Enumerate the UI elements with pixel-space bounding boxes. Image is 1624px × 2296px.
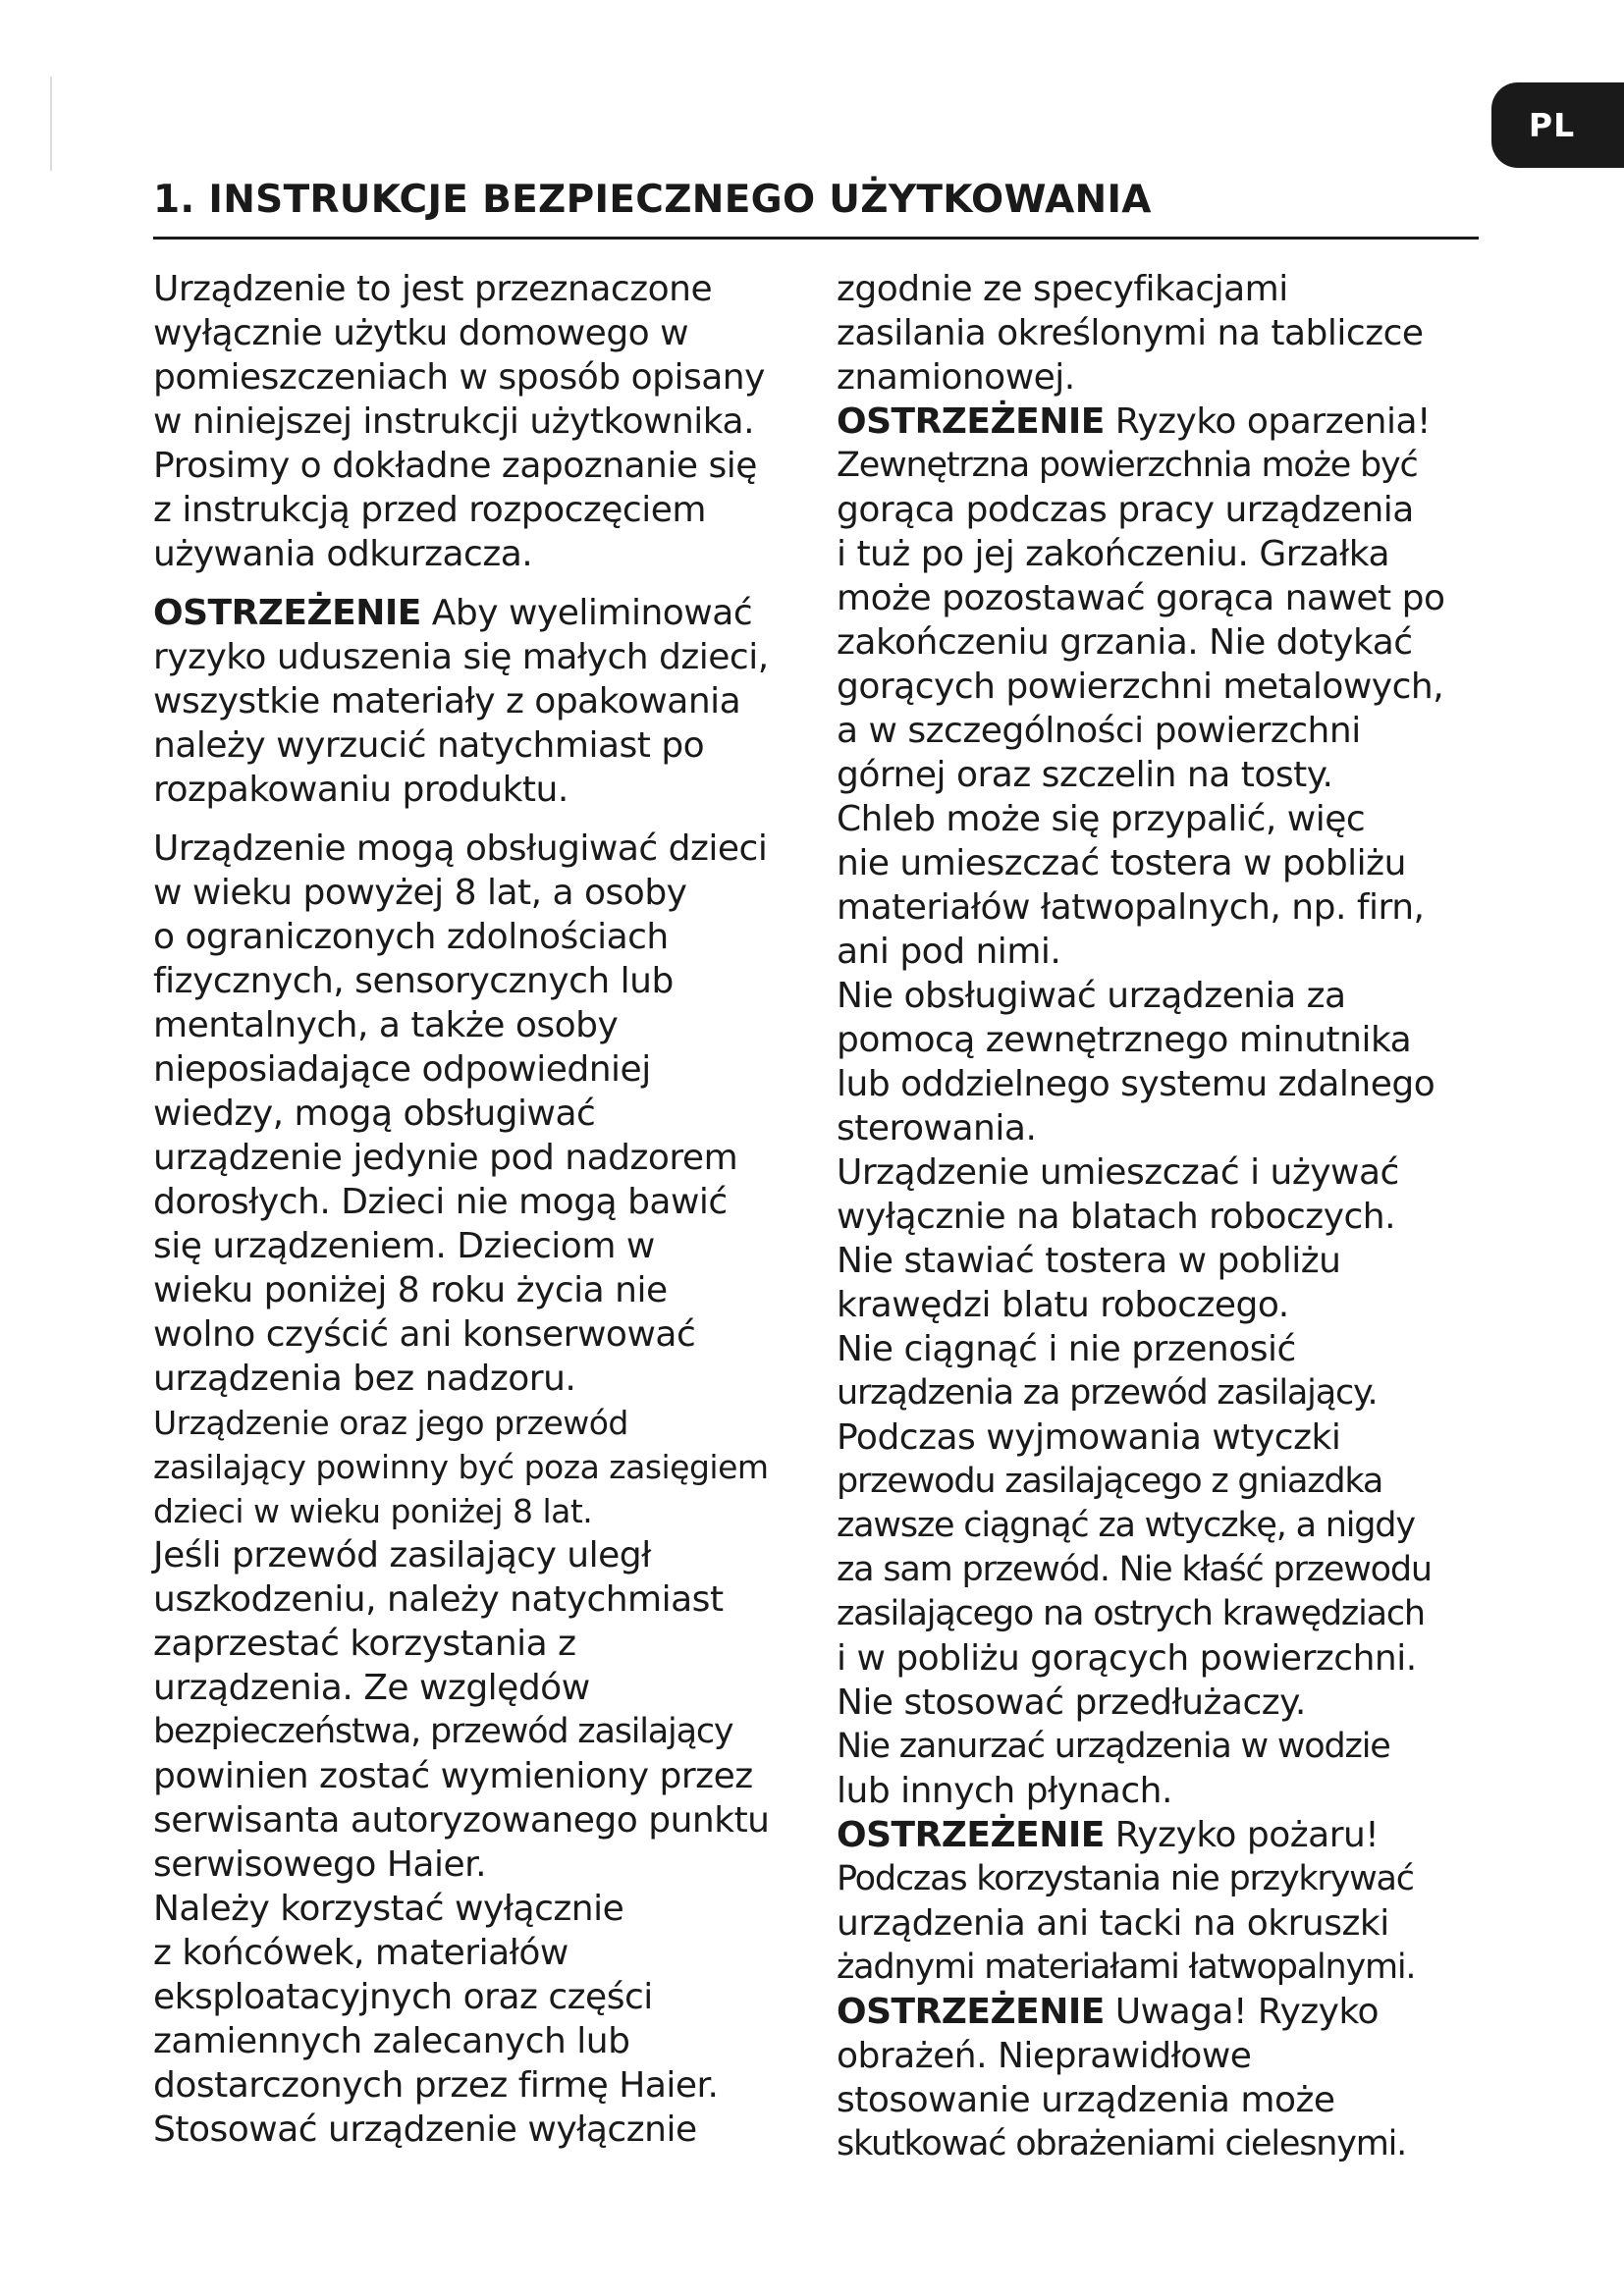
- text-line: gorąca podczas pracy urządzenia: [837, 490, 1414, 530]
- text-line: a w szczególności powierzchni: [837, 711, 1361, 751]
- text-line: Nie stosować przedłużaczy.: [837, 1682, 1306, 1723]
- text-line: serwisanta autoryzowanego punktu: [153, 1800, 770, 1841]
- text-line: pomieszczeniach w sposób opisany: [153, 357, 765, 398]
- text-line: Stosować urządzenie wyłącznie: [153, 2109, 697, 2150]
- text-line: znamionowej.: [837, 357, 1075, 398]
- margin-rule: [50, 77, 52, 171]
- text-line: powinien zostać wymieniony przez: [153, 1756, 753, 1796]
- text-line: nie umieszczać tostera w pobliżu: [837, 843, 1406, 883]
- text-line: skutkować obrażeniami cielesnymi.: [837, 2124, 1407, 2163]
- text-line: Nie stawiać tostera w pobliżu: [837, 1241, 1341, 1281]
- paragraph-children-usage: [153, 827, 813, 1401]
- warning-text: Aby wyeliminować: [420, 593, 753, 633]
- text-line: bezpieczeństwa, przewód zasilający: [153, 1712, 733, 1751]
- text-line: z instrukcją przed rozpoczęciem: [153, 490, 706, 530]
- text-line: zaprzestać korzystania z: [153, 1624, 576, 1664]
- language-badge: PL: [1491, 82, 1624, 168]
- text-line: może pozostawać gorąca nawet po: [837, 578, 1445, 618]
- text-line: zasilającego na ostrych krawędziach: [837, 1594, 1425, 1633]
- text-line: mentalnych, a także osoby: [153, 1005, 619, 1045]
- text-line: materiałów łatwopalnych, np. firn,: [837, 887, 1425, 928]
- text-line: Nie ciągnąć i nie przenosić: [837, 1329, 1296, 1369]
- text-line: Urządzenie oraz jego przewód: [153, 1404, 628, 1442]
- paragraph-burn-warning: [837, 400, 1485, 1813]
- text-line: krawędzi blatu roboczego.: [837, 1285, 1289, 1325]
- text-line: wszystkie materiały z opakowania: [153, 681, 741, 721]
- text-line: dorosłych. Dzieci nie mogą bawić: [153, 1182, 728, 1222]
- text-line: gorących powierzchni metalowych,: [837, 667, 1444, 707]
- section-title: 1. INSTRUKCJE BEZPIECZNEGO UŻYTKOWANIA: [153, 178, 1152, 222]
- paragraph-intended-use: [153, 267, 813, 576]
- paragraph-injury-warning: [837, 1990, 1485, 2166]
- text-line: żadnymi materiałami łatwopalnymi.: [837, 1948, 1416, 1987]
- text-line: zawsze ciągnąć za wtyczkę, a nigdy: [837, 1506, 1415, 1545]
- warning-label: OSTRZEŻENIE: [837, 1815, 1105, 1855]
- text-line: należy wyrzucić natychmiast po: [153, 725, 705, 766]
- right-column: [837, 267, 1485, 2166]
- text-line: Jeśli przewód zasilający uległ: [153, 1535, 651, 1575]
- paragraph-damaged-cord: [153, 1533, 813, 2152]
- text-line: Podczas wyjmowania wtyczki: [837, 1417, 1341, 1458]
- paragraph-fire-warning: [837, 1813, 1485, 1990]
- title-underline: [153, 237, 1479, 240]
- text-line: fizycznych, sensorycznych lub: [153, 961, 674, 1001]
- text-line: urządzenia ani tacki na okruszki: [837, 1903, 1389, 1944]
- text-line: lub oddzielnego systemu zdalnego: [837, 1064, 1435, 1104]
- text-line: pomocą zewnętrznego minutnika: [837, 1020, 1412, 1060]
- text-line: nieposiadające odpowiedniej: [153, 1049, 651, 1090]
- text-line: rozpakowaniu produktu.: [153, 770, 568, 810]
- text-line: [837, 1990, 1485, 2034]
- text-line: ryzyko uduszenia się małych dzieci,: [153, 637, 769, 677]
- warning-label: OSTRZEŻENIE: [153, 593, 421, 633]
- text-line: górnej oraz szczelin na tosty.: [837, 755, 1333, 795]
- text-line: Prosimy o dokładne zapoznanie się: [153, 446, 757, 486]
- text-line: sterowania.: [837, 1108, 1037, 1148]
- paragraph-suffocation-warning: [153, 591, 813, 812]
- paragraph-power-specs: [837, 267, 1485, 400]
- text-line: [153, 591, 813, 635]
- text-line: wiedzy, mogą obsługiwać: [153, 1094, 596, 1134]
- text-line: przewodu zasilającego z gniazdka: [837, 1462, 1383, 1501]
- left-column: [153, 267, 813, 2152]
- text-line: uszkodzeniu, należy natychmiast: [153, 1579, 724, 1620]
- text-line: się urządzeniem. Dzieciom w: [153, 1226, 655, 1266]
- text-line: i tuż po jej zakończeniu. Grzałka: [837, 534, 1390, 574]
- text-line: wyłącznie na blatach roboczych.: [837, 1197, 1396, 1237]
- text-line: zamiennych zalecanych lub: [153, 2021, 630, 2061]
- text-line: lub innych płynach.: [837, 1771, 1172, 1811]
- text-line: Nie obsługiwać urządzenia za: [837, 976, 1346, 1016]
- text-line: w niniejszej instrukcji użytkownika.: [153, 401, 755, 442]
- text-line: zakończeniu grzania. Nie dotykać: [837, 622, 1413, 663]
- paragraph-cord-reach: [153, 1401, 813, 1533]
- text-line: obrażeń. Nieprawidłowe: [837, 2036, 1252, 2076]
- text-line: zasilający powinny być poza zasięgiem: [153, 1448, 769, 1486]
- text-line: Urządzenie mogą obsługiwać dzieci: [153, 828, 768, 869]
- text-line: urządzenia bez nadzoru.: [153, 1359, 576, 1399]
- warning-text: Uwaga! Ryzyko: [1104, 1992, 1380, 2032]
- text-line: zasilania określonymi na tabliczce: [837, 313, 1424, 353]
- text-line: Zewnętrzna powierzchnia może być: [837, 446, 1418, 485]
- text-line: Należy korzystać wyłącznie: [153, 1889, 624, 1929]
- text-line: serwisowego Haier.: [153, 1844, 487, 1885]
- text-line: urządzenie jedynie pod nadzorem: [153, 1138, 738, 1178]
- warning-text: Ryzyko oparzenia!: [1104, 401, 1431, 442]
- warning-label: OSTRZEŻENIE: [837, 1992, 1105, 2032]
- text-line: urządzenia za przewód zasilający.: [837, 1373, 1378, 1413]
- text-line: dostarczonych przez firmę Haier.: [153, 2065, 719, 2106]
- text-line: wieku poniżej 8 roku życia nie: [153, 1270, 668, 1310]
- text-line: używania odkurzacza.: [153, 534, 533, 574]
- warning-text: Ryzyko pożaru!: [1104, 1815, 1380, 1855]
- text-line: Podczas korzystania nie przykrywać: [837, 1859, 1414, 1898]
- text-line: Nie zanurzać urządzenia w wodzie: [837, 1727, 1390, 1766]
- text-line: Chleb może się przypalić, więc: [837, 799, 1366, 839]
- text-line: Urządzenie to jest przeznaczone: [153, 269, 713, 309]
- warning-label: OSTRZEŻENIE: [837, 401, 1105, 442]
- text-line: stosowanie urządzenia może: [837, 2080, 1335, 2120]
- text-line: zgodnie ze specyfikacjami: [837, 269, 1288, 309]
- text-line: wyłącznie użytku domowego w: [153, 313, 689, 353]
- text-line: Urządzenie umieszczać i używać: [837, 1152, 1399, 1193]
- text-line: o ograniczonych zdolnościach: [153, 917, 669, 957]
- text-line: urządzenia. Ze względów: [153, 1668, 590, 1708]
- text-line: za sam przewód. Nie kłaść przewodu: [837, 1550, 1432, 1589]
- text-line: wolno czyścić ani konserwować: [153, 1314, 696, 1355]
- text-line: [837, 400, 1485, 444]
- text-line: dzieci w wieku poniżej 8 lat.: [153, 1492, 593, 1530]
- text-line: eksploatacyjnych oraz części: [153, 1977, 653, 2017]
- text-line: w wieku powyżej 8 lat, a osoby: [153, 873, 687, 913]
- text-line: ani pod nimi.: [837, 932, 1061, 972]
- text-line: [837, 1813, 1485, 1857]
- text-line: z końcówek, materiałów: [153, 1933, 568, 1973]
- text-line: i w pobliżu gorących powierzchni.: [837, 1638, 1417, 1679]
